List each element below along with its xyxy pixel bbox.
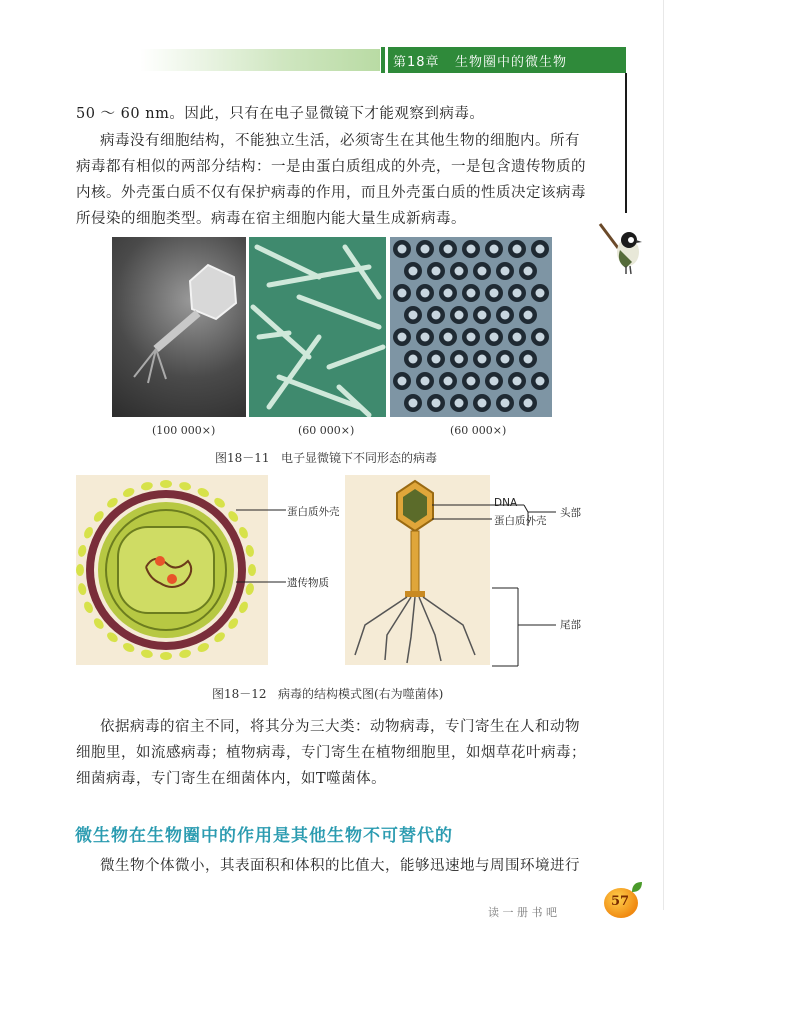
chapter-title: 第18章 生物圈中的微生物 (393, 55, 567, 70)
page-edge-line (663, 0, 664, 910)
page-number: 57 (611, 894, 630, 909)
virus-particle-core (501, 355, 510, 364)
envelope-spike (160, 480, 172, 488)
virus-particle-core (398, 245, 407, 254)
virus-particle-core (478, 399, 487, 408)
virus-particle-core (444, 245, 453, 254)
paragraph-line: 细菌病毒，专门寄生在细菌体内，如T噬菌体。 (76, 771, 387, 787)
paragraph-line: 所侵染的细胞类型。病毒在宿主细胞内能大量生成新病毒。 (76, 211, 466, 227)
virus-particle-core (432, 399, 441, 408)
virus-particle-core (467, 333, 476, 342)
footer-text: 读 一 册 书 吧 (488, 906, 557, 919)
virus-particle-core (490, 245, 499, 254)
virus-particle-core (524, 355, 533, 364)
virus-particle-core (536, 245, 545, 254)
envelope-spike (140, 481, 153, 491)
paragraph-line: 病毒没有细胞结构，不能独立生活，必须寄生在其他生物的细胞内。所有 (100, 133, 580, 149)
virus-particle-core (501, 267, 510, 276)
virus-particle-core (478, 311, 487, 320)
paragraph-line: 50 ～ 60 nm。因此，只有在电子显微镜下才能观察到病毒。 (76, 106, 485, 122)
virus-particle-core (536, 333, 545, 342)
section-heading: 微生物在生物圈中的作用是其他生物不可替代的 (75, 826, 453, 846)
virus-particle-core (421, 333, 430, 342)
virus-particle-core (513, 377, 522, 386)
virus-particle-core (455, 267, 464, 276)
magnification-label: (100 000×) (152, 424, 216, 437)
virus-particle-core (490, 289, 499, 298)
virus-particle-core (467, 377, 476, 386)
virus-particle-core (398, 333, 407, 342)
magnification-label: (60 000×) (450, 424, 507, 437)
envelope-spike (178, 649, 191, 659)
virus-particle-core (467, 245, 476, 254)
virus-particle-core (478, 355, 487, 364)
paragraph-line: 内核。外壳蛋白质不仅有保护病毒的作用，而且外壳蛋白质的性质决定该病毒 (76, 185, 586, 201)
paragraph-line: 微生物个体微小，其表面积和体积的比值大，能够迅速地与周围环境进行 (100, 858, 580, 874)
virus-particle-core (432, 355, 441, 364)
virus-particle-core (409, 267, 418, 276)
virus-particle-core (421, 289, 430, 298)
virus-particle-core (513, 245, 522, 254)
virus-particle-core (524, 311, 533, 320)
virus-particle-core (524, 399, 533, 408)
virus-particle-core (455, 399, 464, 408)
virus-particle-core (501, 399, 510, 408)
virus-particle-core (536, 289, 545, 298)
virus-particle-core (501, 311, 510, 320)
envelope-spike (140, 649, 153, 659)
margin-rule (625, 73, 627, 213)
virus-particle-core (421, 377, 430, 386)
label-tail: 尾部 (560, 619, 581, 631)
envelope-spike (77, 582, 87, 595)
header-gradient-band (140, 49, 380, 71)
virus-particle-core (513, 289, 522, 298)
bird-illustration (596, 218, 644, 278)
envelope-spike (178, 481, 191, 491)
envelope-spike (77, 544, 87, 557)
label-dna: DNA (494, 497, 518, 509)
envelope-spike (160, 652, 172, 660)
label-genetic-material: 遗传物质 (287, 577, 329, 589)
virus-particle-core (444, 289, 453, 298)
figure-caption: 图18－11 电子显微镜下不同形态的病毒 (215, 451, 437, 465)
electron-micrograph-spherical-virus (390, 237, 552, 417)
virus-particle-core (432, 267, 441, 276)
envelope-spike (76, 564, 84, 576)
virus-particle-core (490, 333, 499, 342)
virus-particle-core (432, 311, 441, 320)
paragraph-line: 依据病毒的宿主不同，将其分为三大类：动物病毒，专门寄生在人和动物 (100, 719, 580, 735)
leaf-icon (630, 880, 644, 894)
electron-micrograph-phage (112, 237, 246, 417)
virus-particle-core (467, 289, 476, 298)
virus-particle-core (490, 377, 499, 386)
virus-particle-core (409, 399, 418, 408)
virus-particle-core (536, 377, 545, 386)
virus-particle-core (444, 377, 453, 386)
virus-particle-core (421, 245, 430, 254)
virus-particle-core (524, 267, 533, 276)
pointer-lines (236, 500, 286, 592)
paragraph-line: 病毒都有相似的两部分结构：一是由蛋白质组成的外壳，一是包含遗传物质的 (76, 159, 586, 175)
virus-particle-core (513, 333, 522, 342)
label-phage-protein-coat: 蛋白质外壳 (494, 515, 547, 527)
label-head: 头部 (560, 507, 581, 519)
magnification-label: (60 000×) (298, 424, 355, 437)
electron-micrograph-rod-virus (249, 237, 386, 417)
paragraph-line: 细胞里，如流感病毒；植物病毒，专门寄生在植物细胞里，如烟草花叶病毒； (76, 745, 586, 761)
label-protein-coat: 蛋白质外壳 (287, 506, 340, 518)
virus-particle-core (455, 355, 464, 364)
virus-particle-core (398, 289, 407, 298)
virus-particle-core (409, 355, 418, 364)
virus-particle-core (478, 267, 487, 276)
virus-particle-core (398, 377, 407, 386)
virus-particle-core (444, 333, 453, 342)
virus-particle-core (455, 311, 464, 320)
figure-caption: 图18－12 病毒的结构模式图(右为噬菌体) (212, 687, 444, 701)
virus-particle-core (409, 311, 418, 320)
